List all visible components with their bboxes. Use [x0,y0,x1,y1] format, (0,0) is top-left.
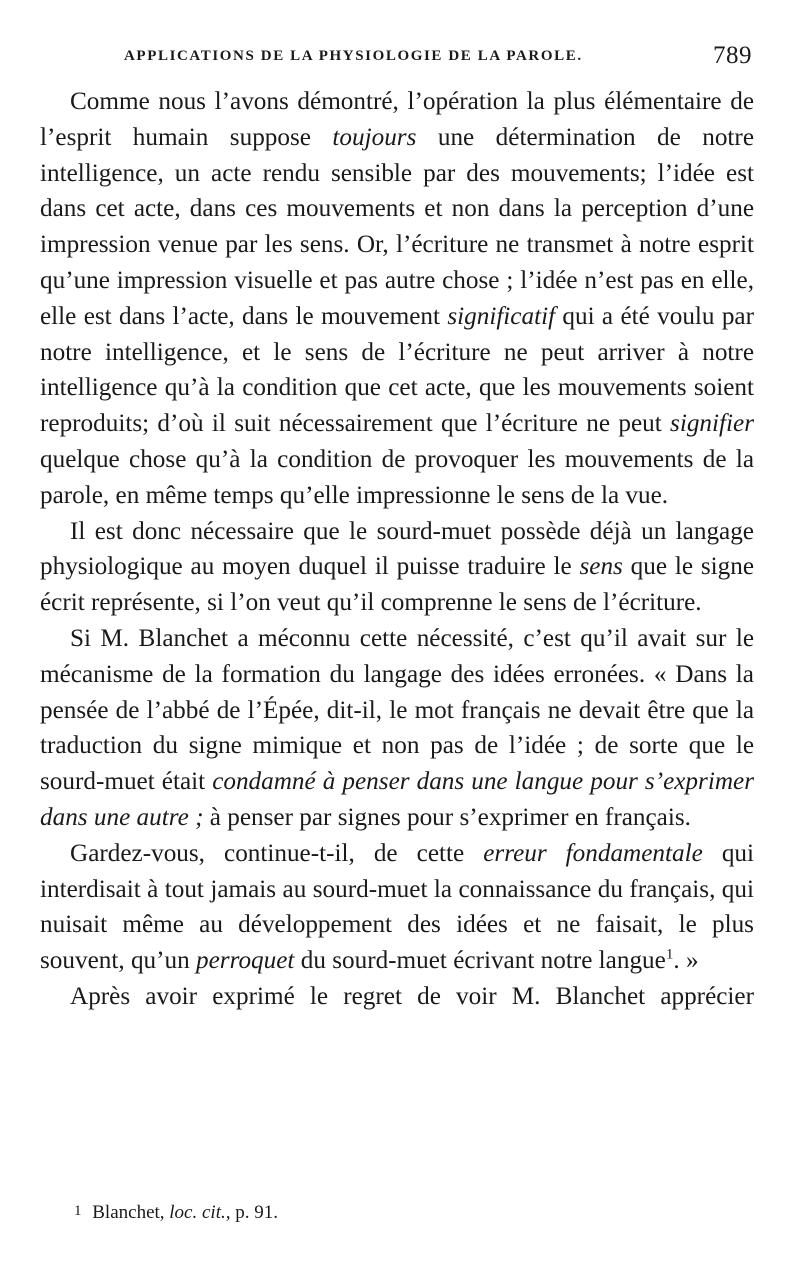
text-segment: Après avoir exprimé le regret de voir M. Blanchet apprécier [70,982,754,1010]
paragraph [40,621,754,836]
text-segment: à penser par signes pour s’exprimer en français. [203,803,691,831]
italic-text: sens [579,553,623,581]
body-text [40,84,754,1015]
italic-text: toujours [332,123,417,151]
text-segment: Il est donc nécessaire que le sourd-muet possède déjà un langage physiologique au moyen duquel il puisse traduire le [40,517,754,581]
italic-text: signifier [670,410,754,438]
paragraph [40,979,754,1015]
footnote [74,1202,278,1224]
text-segment: que le signe écrit représente, si l’on veut qu’il comprenne le sens de l’écriture. [40,553,754,617]
italic-text: perroquet [196,947,295,975]
italic-text: significatif [447,302,556,330]
text-segment: du sourd-muet écrivant notre langue [294,947,666,975]
text-segment: Si M. Blanchet a méconnu cette nécessité, c’est qu’il avait sur le mécanisme de la formation du langage des idées erronées. « Dans la pensée de l’abbé de l’Épée, dit-il, le mot français ne devait être que la traduction du signe mimique et non pas de l’idée ; de sorte que le sourd-muet était [40,624,754,796]
italic-text: erreur fondamentale [483,839,703,867]
text-segment: qui a été voulu par notre intelligence, et le sens de l’écriture ne peut arriver à notre intelligence qu’à la condition que cet acte, que les mouvements soient reproduits; d’où il suit nécessairement que l’écriture ne peut [40,302,755,438]
footnote-reference-mark: 1 [665,946,674,963]
italic-text: condamné à penser dans une langue pour s’exprimer dans une autre ; [40,768,754,831]
footnote-page: p. 91. [235,1202,278,1223]
text-segment: Comme nous l’avons démontré, l’opération la plus élémentaire de l’esprit humain suppose [40,88,754,151]
paragraph [40,514,754,621]
page-header [40,42,754,76]
text-segment: Gardez-vous, continue-t-il, de cette [70,839,484,867]
paragraph [40,84,754,514]
footnote-mark: 1 [74,1203,82,1219]
paragraph [40,836,754,979]
running-title: APPLICATIONS DE LA PHYSIOLOGIE DE LA PAROLE. [124,48,583,64]
footnote-author: Blanchet, [92,1202,165,1223]
page-number: 789 [713,42,752,69]
text-segment: . » [673,947,699,975]
footnote-reference: loc. cit., [169,1202,231,1223]
text-segment: qui interdisait à tout jamais au sourd-muet la connaissance du français, qui nuisait même au développement des idées et ne faisait, le plus souvent, qu’un [40,839,754,975]
text-segment: une détermination de notre intelligence, un acte rendu sensible par des mouvements; l’idée est dans cet acte, dans ces mouvements et non dans la perception d’une impression venue par les sens. Or, l’écriture ne transmet à notre esprit qu’une impression visuelle et pas autre chose ; l’idée n’est pas en elle, elle est dans l’acte, dans le mouvement [40,123,754,330]
text-segment: quelque chose qu’à la condition de provoquer les mouvements de la parole, en même temps qu’elle impressionne le sens de la vue. [40,445,754,509]
